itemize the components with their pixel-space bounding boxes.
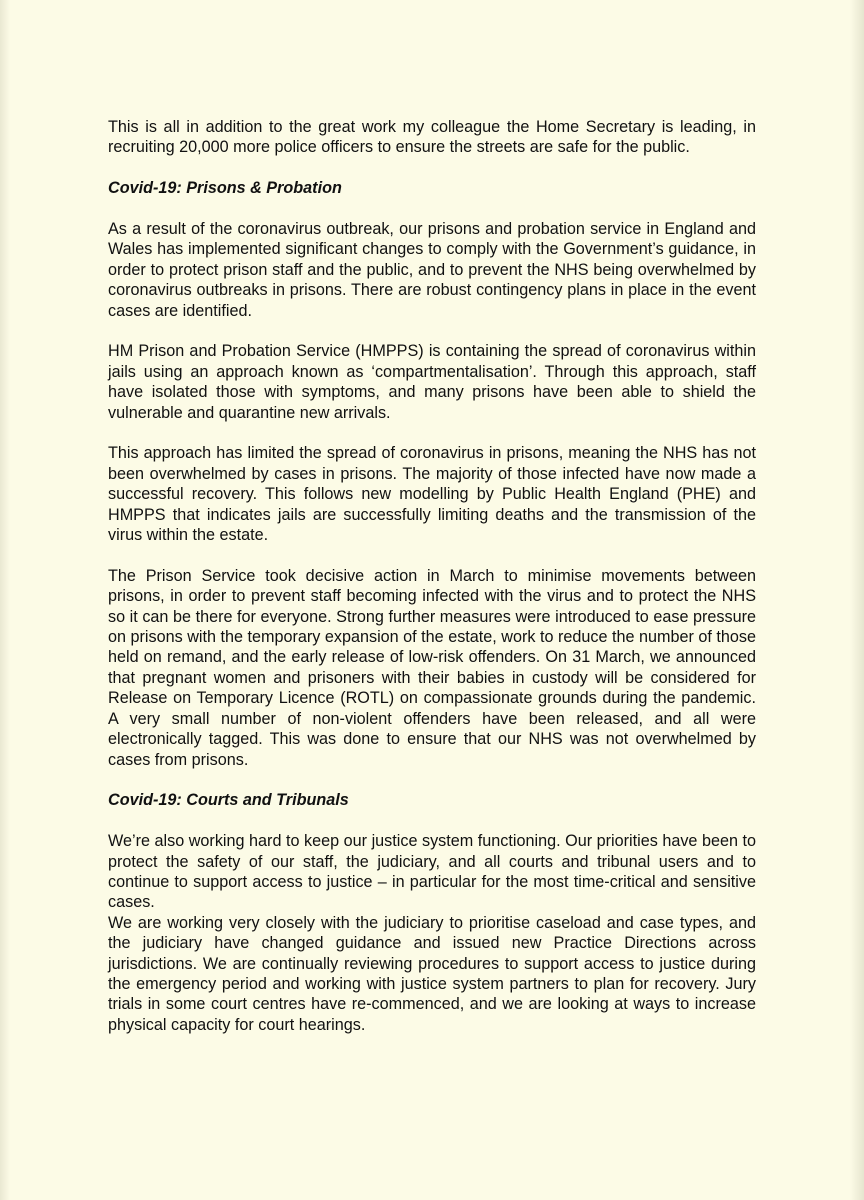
- courts-paragraph-2: We are working very closely with the judiciary to prioritise caseload and case types, and the judiciary have changed guidance and issued new Practice Directions across jurisdictions. We are continually reviewing procedures to support access to justice during the emergency period and working with justice system partners to plan for recovery. Jury trials in some court centres have re-commenced, and we are looking at ways to increase physical capacity for court hearings.: [108, 913, 756, 1034]
- prisons-paragraph-2: HM Prison and Probation Service (HMPPS) is containing the spread of coronavirus within jails using an approach known as ‘compartmentalisation’. Through this approach, staff have isolated those with symptoms, and many prisons have been able to shield the vulnerable and quarantine new arrivals.: [108, 342, 756, 422]
- prisons-paragraph-1: As a result of the coronavirus outbreak, our prisons and probation service in England and Wales has implemented significant changes to comply with the Government’s guidance, in order to protect prison staff and the public, and to prevent the NHS being overwhelmed by coronavirus outbreaks in prisons. There are robust contingency plans in place in the event cases are identified.: [108, 220, 756, 320]
- page-shadow-right: [850, 0, 864, 1200]
- courts-paragraph-1: We’re also working hard to keep our justice system functioning. Our priorities have been to protect the safety of our staff, the judiciary, and all courts and tribunal users and to continue to support access to justice – in particular for the most time-critical and sensitive cases.: [108, 832, 756, 912]
- intro-paragraph: This is all in addition to the great work my colleague the Home Secretary is leading, in recruiting 20,000 more police officers to ensure the streets are safe for the public.: [108, 118, 756, 157]
- document-body: [108, 117, 756, 1056]
- page-shadow-left: [0, 0, 10, 1200]
- section-heading-prisons: Covid-19: Prisons & Probation: [108, 179, 342, 198]
- prisons-paragraph-3: This approach has limited the spread of coronavirus in prisons, meaning the NHS has not been overwhelmed by cases in prisons. The majority of those infected have now made a successful recovery. This follows new modelling by Public Health England (PHE) and HMPPS that indicates jails are successfully limiting deaths and the transmission of the virus within the estate.: [108, 444, 756, 545]
- section-heading-courts: Covid-19: Courts and Tribunals: [108, 791, 349, 810]
- prisons-paragraph-4: The Prison Service took decisive action in March to minimise movements between prisons, in order to prevent staff becoming infected with the virus and to protect the NHS so it can be there for everyone. Strong further measures were introduced to ease pressure on prisons with the temporary expansion of the estate, work to reduce the number of those held on remand, and the early release of low-risk offenders. On 31 March, we announced that pregnant women and prisoners with their babies in custody will be considered for Release on Temporary Licence (ROTL) on compassionate grounds during the pandemic. A very small number of non-violent offenders have been released, and all were electronically tagged. This was done to ensure that our NHS was not overwhelmed by cases from prisons.: [108, 566, 756, 769]
